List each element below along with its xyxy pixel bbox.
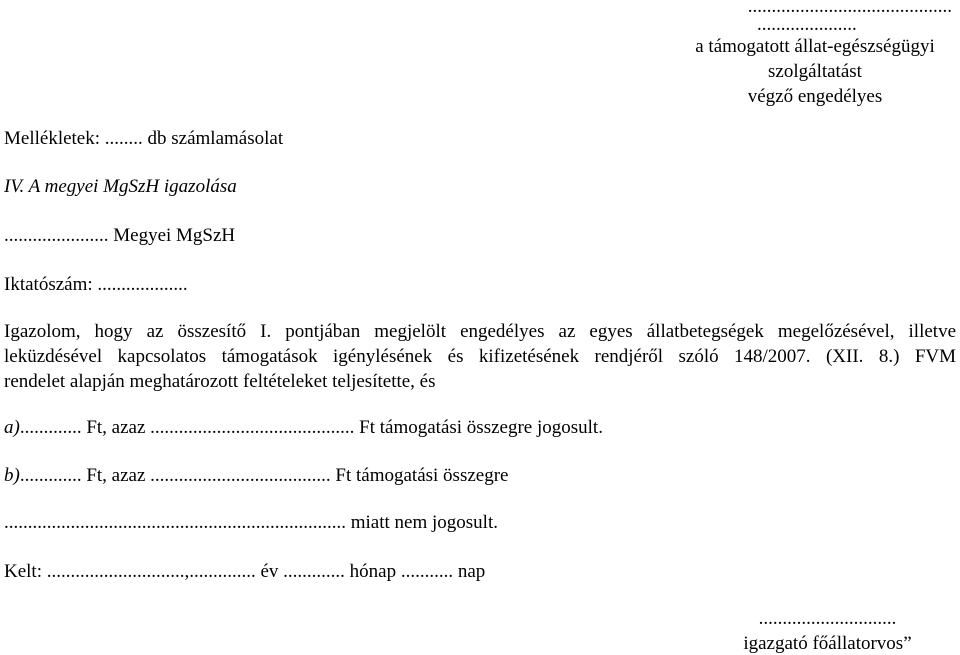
paragraph-line-1: Igazolom, hogy az összesítő I. pontjában megjelölt engedélyes az egyes állatbetegségek megelőzésével, illetve: [4, 321, 956, 342]
item-b-label: b): [4, 465, 20, 486]
recipient-block: [680, 36, 950, 108]
signature-block: [700, 608, 955, 655]
recipient-line-3: végző engedélyes: [747, 85, 883, 107]
signature-title: igazgató főállatorvos”: [743, 632, 912, 654]
item-a-text: ............. Ft, azaz ........................................... Ft támogatási összegre jogosult.: [19, 417, 603, 438]
attachments-line: Mellékletek: ........ db számlamásolat: [4, 128, 284, 149]
reason-line: ........................................................................ miatt nem jogosult.: [4, 512, 498, 533]
item-a: [4, 417, 603, 439]
certification-paragraph: [4, 321, 956, 393]
section-title: IV. A megyei MgSzH igazolása: [4, 176, 237, 197]
top-right-dots-1: ...........................................: [747, 0, 952, 17]
signature-dots: .............................: [758, 608, 897, 629]
date-line: Kelt: .............................,.............. év ............. hónap ........... nap: [4, 561, 486, 582]
item-a-label: a): [4, 417, 20, 438]
office-line: ...................... Megyei MgSzH: [4, 225, 236, 246]
recipient-line-1: a támogatott állat-egészségügyi: [695, 36, 935, 57]
registration-number: Iktatószám: ...................: [4, 274, 188, 295]
paragraph-line-3: rendelet alapján meghatározott feltételeket teljesítette, és: [4, 370, 436, 392]
top-right-dots-2: .....................: [757, 14, 857, 35]
item-b-text: ............. Ft, azaz ...................................... Ft támogatási összegre: [19, 465, 509, 486]
item-b: [4, 465, 508, 487]
recipient-line-2: szolgáltatást: [768, 60, 862, 82]
paragraph-line-2: leküzdésével kapcsolatos támogatások igénylésének és kifizetésének rendjéről szóló 148/2007. (XII. 8.) FVM: [4, 345, 956, 367]
